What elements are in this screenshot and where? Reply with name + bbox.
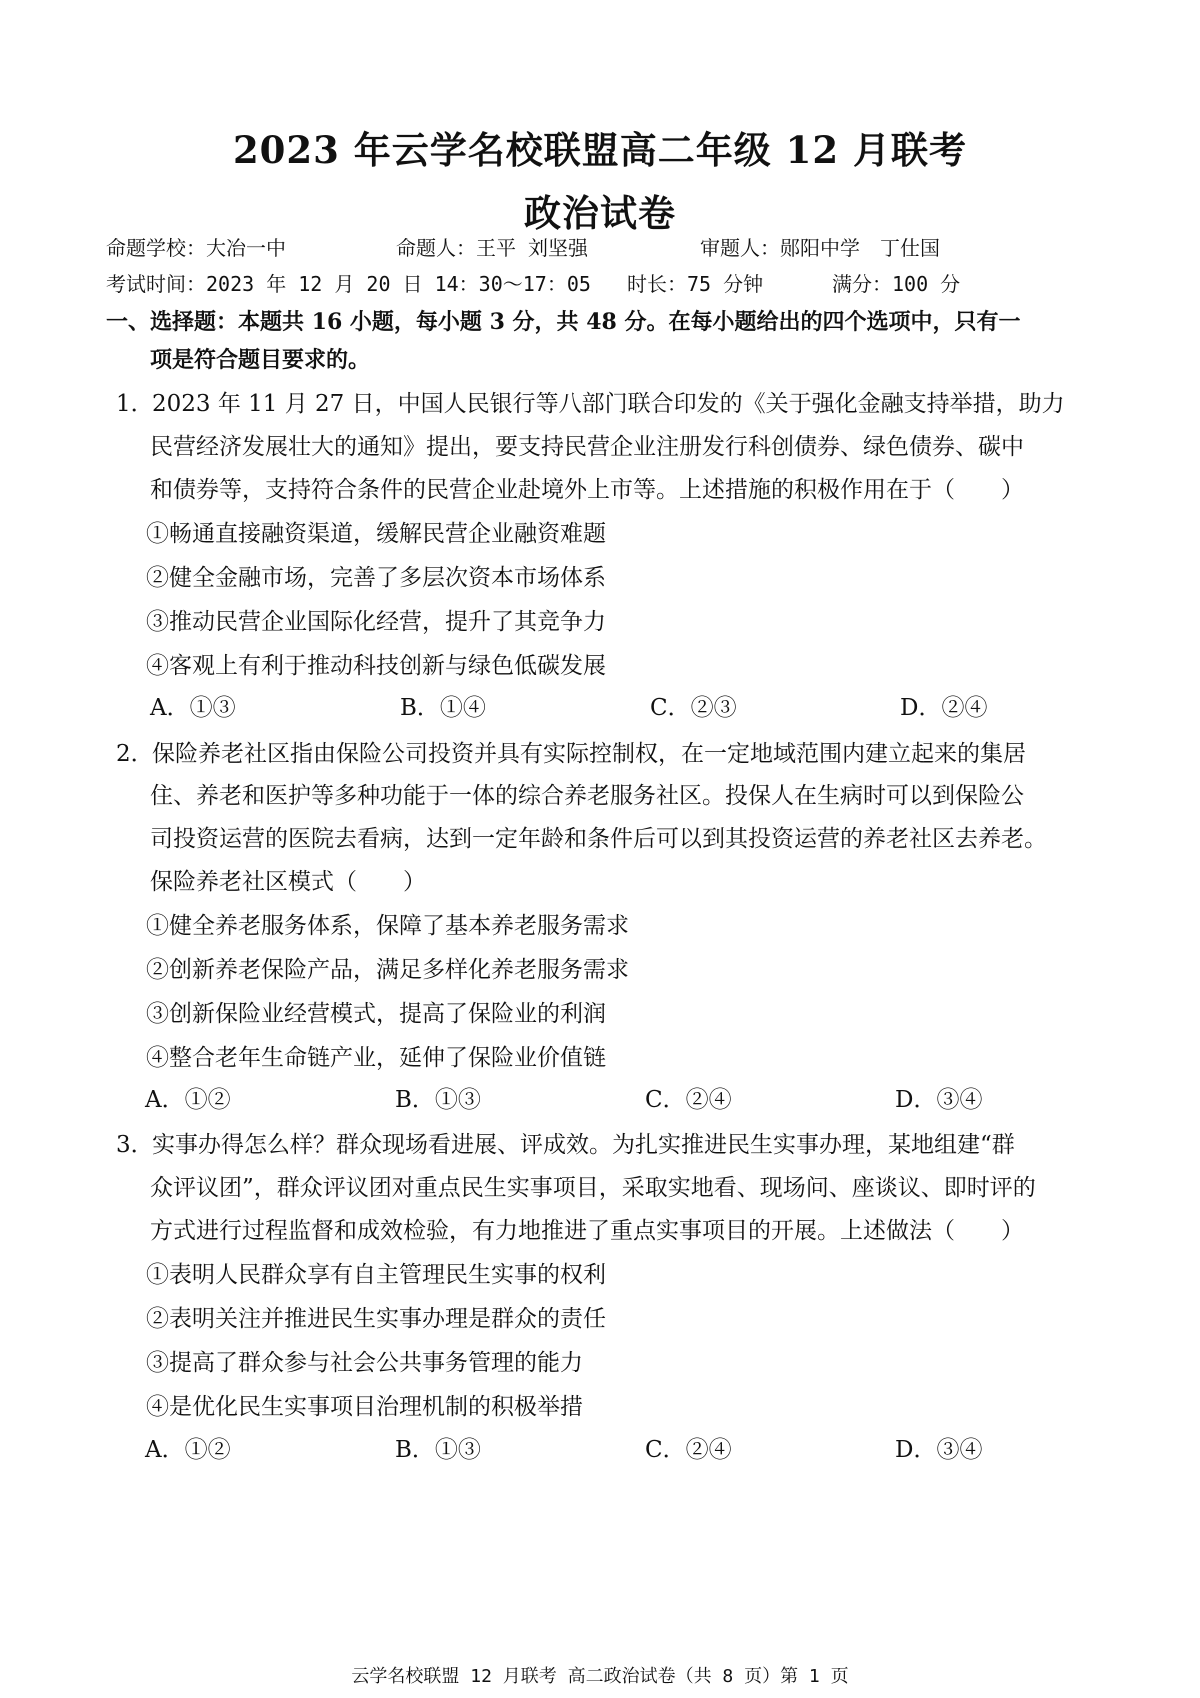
section-instructions-line1: 一、选择题：本题共 16 小题，每小题 3 分，共 48 分。在每小题给出的四个选项中，只有一 — [106, 309, 1021, 335]
exam-time: 考试时间：2023 年 12 月 20 日 14：30～17：05 — [106, 272, 591, 296]
statement-item: ④是优化民生实事项目治理机制的积极举措 — [146, 1394, 583, 1420]
option-c: C．②④ — [645, 1087, 732, 1113]
option-a: A．①③ — [150, 695, 236, 721]
statement-item: ②创新养老保险产品，满足多样化养老服务需求 — [146, 957, 629, 983]
authors-info: 命题人：王平 刘坚强 — [396, 236, 589, 260]
option-b: B．①③ — [395, 1437, 481, 1463]
exam-duration: 时长：75 分钟 — [627, 272, 764, 296]
question-stem-line: 和债券等，支持符合条件的民营企业赴境外上市等。上述措施的积极作用在于（ ） — [150, 477, 1024, 503]
question-stem-line: 民营经济发展壮大的通知》提出，要支持民营企业注册发行科创债券、绿色债券、碳中 — [150, 434, 1024, 460]
statement-item: ③创新保险业经营模式，提高了保险业的利润 — [146, 1001, 606, 1027]
exam-subtitle: 政治试卷 — [524, 191, 676, 235]
option-a: A．①② — [145, 1437, 231, 1463]
question-stem-line: 司投资运营的医院去看病，达到一定年龄和条件后可以到其投资运营的养老社区去养老。 — [150, 826, 1047, 852]
question-number: 2． — [116, 741, 154, 767]
option-b: B．①④ — [400, 695, 486, 721]
option-c: C．②③ — [650, 695, 737, 721]
exam-score: 满分：100 分 — [832, 272, 961, 296]
option-a: A．①② — [145, 1087, 231, 1113]
statement-item: ③推动民营企业国际化经营，提升了其竞争力 — [146, 609, 606, 635]
question-stem-line: 住、养老和医护等多种功能于一体的综合养老服务社区。投保人在生病时可以到保险公 — [150, 783, 1024, 809]
statement-item: ①表明人民群众享有自主管理民生实事的权利 — [146, 1262, 606, 1288]
school-info: 命题学校：大冶一中 — [106, 236, 286, 260]
question-stem-line: 2023 年 11 月 27 日，中国人民银行等八部门联合印发的《关于强化金融支持举措，助力 — [152, 391, 1065, 417]
option-c: C．②④ — [645, 1437, 732, 1463]
question-stem-line: 保险养老社区指由保险公司投资并具有实际控制权，在一定地域范围内建立起来的集居 — [152, 741, 1026, 767]
question-number: 3． — [116, 1132, 154, 1158]
statement-item: ④整合老年生命链产业，延伸了保险业价值链 — [146, 1045, 606, 1071]
option-d: D．③④ — [895, 1087, 983, 1113]
statement-item: ②健全金融市场，完善了多层次资本市场体系 — [146, 565, 606, 591]
question-stem-line: 实事办得怎么样？群众现场看进展、评成效。为扎实推进民生实事办理，某地组建“群 — [152, 1132, 1015, 1158]
statement-item: ①健全养老服务体系，保障了基本养老服务需求 — [146, 913, 629, 939]
exam-title: 2023 年云学名校联盟高二年级 12 月联考 — [232, 128, 968, 172]
question-stem-line: 众评议团”，群众评议团对重点民生实事项目，采取实地看、现场问、座谈议、即时评的 — [150, 1175, 1036, 1201]
reviewer-info: 审题人：郧阳中学 丁仕国 — [700, 236, 940, 260]
statement-item: ②表明关注并推进民生实事办理是群众的责任 — [146, 1306, 606, 1332]
question-stem-line: 方式进行过程监督和成效检验，有力地推进了重点实事项目的开展。上述做法（ ） — [150, 1218, 1024, 1244]
statement-item: ③提高了群众参与社会公共事务管理的能力 — [146, 1350, 583, 1376]
option-d: D．③④ — [895, 1437, 983, 1463]
option-d: D．②④ — [900, 695, 988, 721]
page-footer: 云学名校联盟 12 月联考 高二政治试卷（共 8 页）第 1 页 — [351, 1666, 849, 1687]
option-b: B．①③ — [395, 1087, 481, 1113]
question-number: 1． — [116, 391, 154, 417]
question-stem-line: 保险养老社区模式（ ） — [150, 869, 426, 895]
section-instructions-line2: 项是符合题目要求的。 — [150, 347, 371, 373]
statement-item: ④客观上有利于推动科技创新与绿色低碳发展 — [146, 653, 606, 679]
statement-item: ①畅通直接融资渠道，缓解民营企业融资难题 — [146, 521, 606, 547]
